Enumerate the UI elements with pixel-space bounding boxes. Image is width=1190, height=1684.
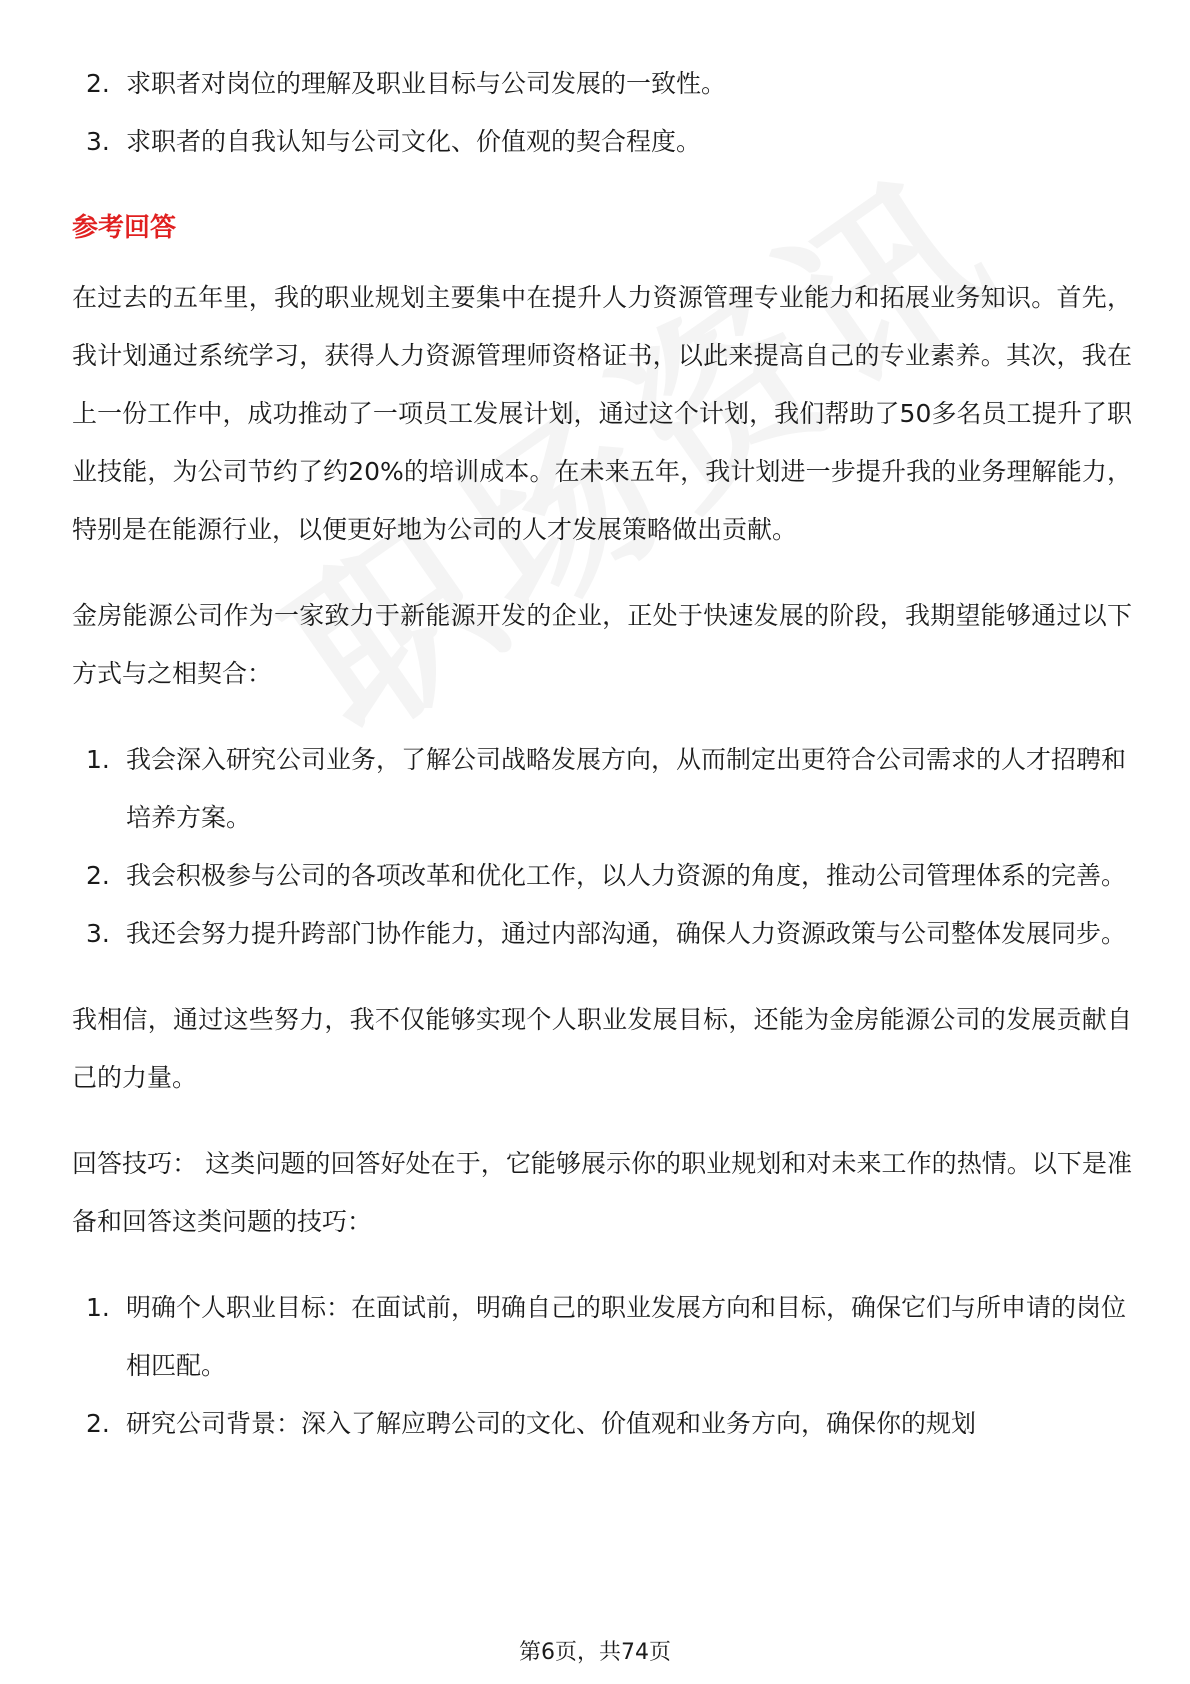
list-item-text: 研究公司背景：深入了解应聘公司的文化、价值观和业务方向，确保你的规划 <box>126 1409 977 1438</box>
document-content <box>72 55 1132 1453</box>
list-item-text: 求职者的自我认知与公司文化、价值观的契合程度。 <box>126 127 702 156</box>
alignment-list <box>72 731 1132 963</box>
section-title: 参考回答 <box>72 213 177 243</box>
list-item-number: 2. <box>86 69 110 98</box>
answer-paragraph: 在过去的五年里，我的职业规划主要集中在提升人力资源管理专业能力和拓展业务知识。首先，我计划通过系统学习，获得人力资源管理师资格证书，以此来提高自己的专业素养。其次，我在上一份工作中，成功推动了一项员工发展计划，通过这个计划，我们帮助了50多名员工提升了职业技能，为公司节约了约20%的培训成本。在未来五年，我计划进一步提升我的业务理解能力，特别是在能源行业，以便更好地为公司的人才发展策略做出贡献。 <box>72 283 1132 544</box>
list-item <box>72 1279 1132 1395</box>
list-item <box>72 847 1132 905</box>
tips-paragraph: 回答技巧： 这类问题的回答好处在于，它能够展示你的职业规划和对未来工作的热情。以下是准备和回答这类问题的技巧： <box>72 1149 1132 1236</box>
list-item-text: 我会深入研究公司业务，了解公司战略发展方向，从而制定出更符合公司需求的人才招聘和培养方案。 <box>126 745 1127 832</box>
list-item <box>72 113 1132 171</box>
tips-list <box>72 1279 1132 1453</box>
answer-paragraph: 金房能源公司作为一家致力于新能源开发的企业，正处于快速发展的阶段，我期望能够通过以下方式与之相契合： <box>72 601 1132 688</box>
page-footer: 第6页，共74页 <box>519 1640 671 1665</box>
list-item-number: 2. <box>86 861 110 890</box>
list-item-number: 1. <box>86 745 110 774</box>
list-item <box>72 55 1132 113</box>
answer-paragraph: 我相信，通过这些努力，我不仅能够实现个人职业发展目标，还能为金房能源公司的发展贡献自己的力量。 <box>72 1005 1132 1092</box>
list-item-text: 我会积极参与公司的各项改革和优化工作，以人力资源的角度，推动公司管理体系的完善。 <box>126 861 1127 890</box>
list-item-number: 2. <box>86 1409 110 1438</box>
criteria-list <box>72 55 1132 171</box>
list-item-number: 3. <box>86 127 110 156</box>
list-item-number: 3. <box>86 919 110 948</box>
list-item-text: 明确个人职业目标：在面试前，明确自己的职业发展方向和目标，确保它们与所申请的岗位相匹配。 <box>126 1293 1127 1380</box>
list-item-text: 我还会努力提升跨部门协作能力，通过内部沟通，确保人力资源政策与公司整体发展同步。 <box>126 919 1127 948</box>
list-item-text: 求职者对岗位的理解及职业目标与公司发展的一致性。 <box>126 69 727 98</box>
list-item-number: 1. <box>86 1293 110 1322</box>
list-item <box>72 905 1132 963</box>
list-item <box>72 731 1132 847</box>
list-item <box>72 1395 1132 1453</box>
